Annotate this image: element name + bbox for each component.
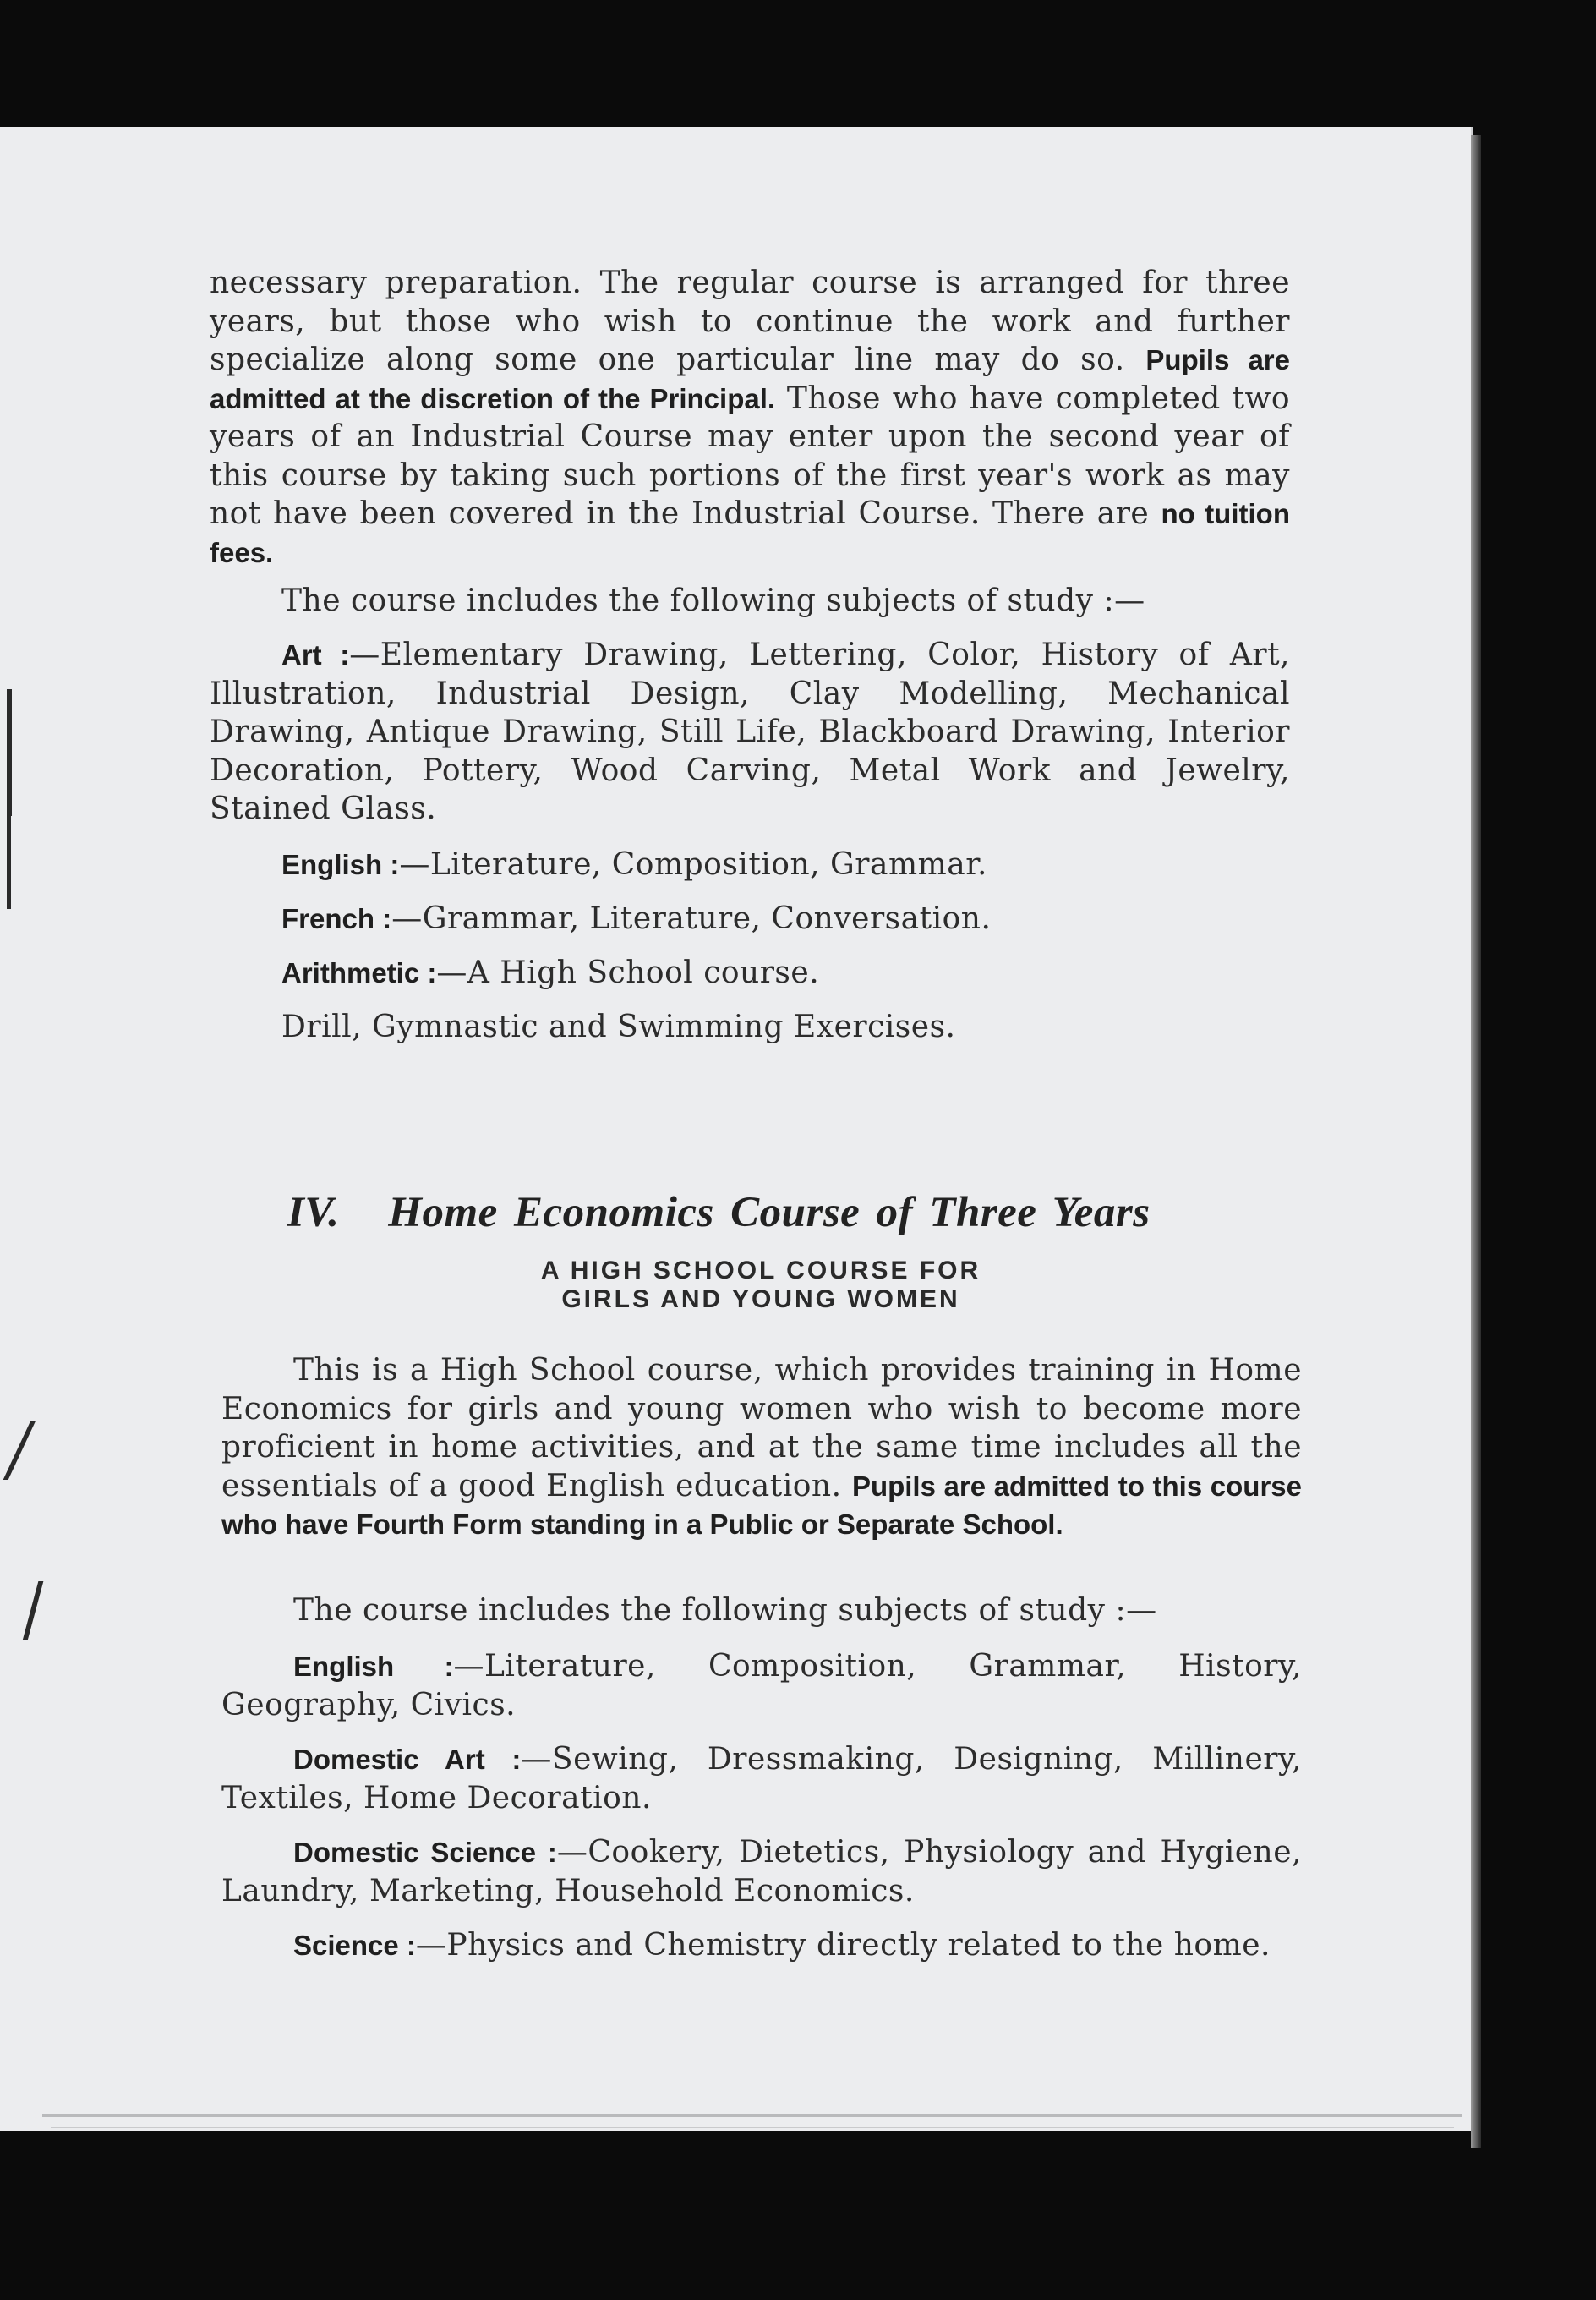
subject-text: —Literature, Composition, Grammar, History, Geography, Civics. — [221, 1649, 1302, 1722]
section-description — [221, 1351, 1302, 1544]
section-subjects-intro: The course includes the following subjects of study :— — [293, 1593, 1157, 1628]
intro-lead-text: necessary preparation. The regular course is arranged for three years, but those who wish to continue the work and further specialize along some one particular line may do so. — [210, 266, 1290, 377]
subject-label: Arithmetic : — [281, 957, 437, 988]
subject-text: —Sewing, Dressmaking, Designing, Millinery, Textiles, Home Decoration. — [221, 1742, 1302, 1815]
subject-text: —Elementary Drawing, Lettering, Color, History of Art, Illustration, Industrial Design, Clay Modelling, Mechanical Drawing, Antique Drawing, Still Life, Blackboard Drawing, Interior Decoration, Pottery, Wood Carving, Metal Work and Jewelry, Stained Glass. — [210, 638, 1290, 826]
description-bold: Pupils are admitted to this course who have Fourth Form standing in a Public or Separate School. — [221, 1470, 1303, 1540]
subject-label: English : — [281, 849, 400, 880]
art-drill: Drill, Gymnastic and Swimming Exercises. — [281, 1010, 956, 1044]
intro-bold-admission: Pupils are admitted at the discretion of the Principal. — [210, 344, 1290, 414]
section-subject-domestic-science — [221, 1833, 1302, 1910]
section-subject-domestic-art — [221, 1740, 1302, 1817]
subject-text: —Physics and Chemistry directly related to the home. — [415, 1928, 1271, 1963]
art-subject-english — [210, 846, 1290, 884]
binding-mark — [7, 689, 12, 816]
subject-text: —Literature, Composition, Grammar. — [399, 847, 987, 882]
intro-bold-fees: no tuition fees. — [210, 498, 1290, 568]
art-subject-french — [210, 900, 1290, 939]
subject-label: Domestic Science : — [293, 1837, 557, 1868]
binding-mark — [7, 816, 11, 909]
intro-paragraph — [210, 264, 1290, 572]
section-heading: IV. Home Economics Course of Three Years — [287, 1189, 1151, 1236]
subheading-line-1: A HIGH SCHOOL COURSE FOR — [540, 1257, 981, 1284]
art-subject-arithmetic — [210, 954, 1290, 993]
intro-middle-text: Those who have completed two years of an Industrial Course may enter upon the second year of this course by taking such portions of the first year's work as may not have been covered in the Industrial Course. There are — [210, 381, 1291, 531]
subheading-line-2: GIRLS AND YOUNG WOMEN — [561, 1285, 960, 1313]
section-subheading — [406, 1257, 1116, 1314]
subject-label: Art : — [281, 639, 350, 671]
subject-text: —A High School course. — [436, 956, 820, 990]
subject-text: —Cookery, Dietetics, Physiology and Hygiene, Laundry, Marketing, Household Economics. — [221, 1835, 1302, 1908]
art-subject-art — [210, 636, 1290, 829]
section-subject-science — [221, 1926, 1302, 1965]
subject-text: —Grammar, Literature, Conversation. — [391, 901, 992, 936]
page-edge-shadow — [1471, 135, 1481, 2148]
art-course-intro: The course includes the following subjects of study :— — [281, 583, 1145, 618]
page-bottom-edge-2 — [51, 2127, 1454, 2128]
page-bottom-edge — [42, 2114, 1462, 2117]
section-subject-english — [221, 1647, 1302, 1724]
subject-label: English : — [293, 1651, 454, 1682]
description-text: This is a High School course, which provides training in Home Economics for girls and young women who wish to become more proficient in home activities, and at the same time includes all the essentials of a good English education. — [221, 1353, 1302, 1503]
subject-label: Science : — [293, 1930, 416, 1961]
subject-label: Domestic Art : — [293, 1744, 522, 1775]
subject-label: French : — [281, 903, 392, 934]
